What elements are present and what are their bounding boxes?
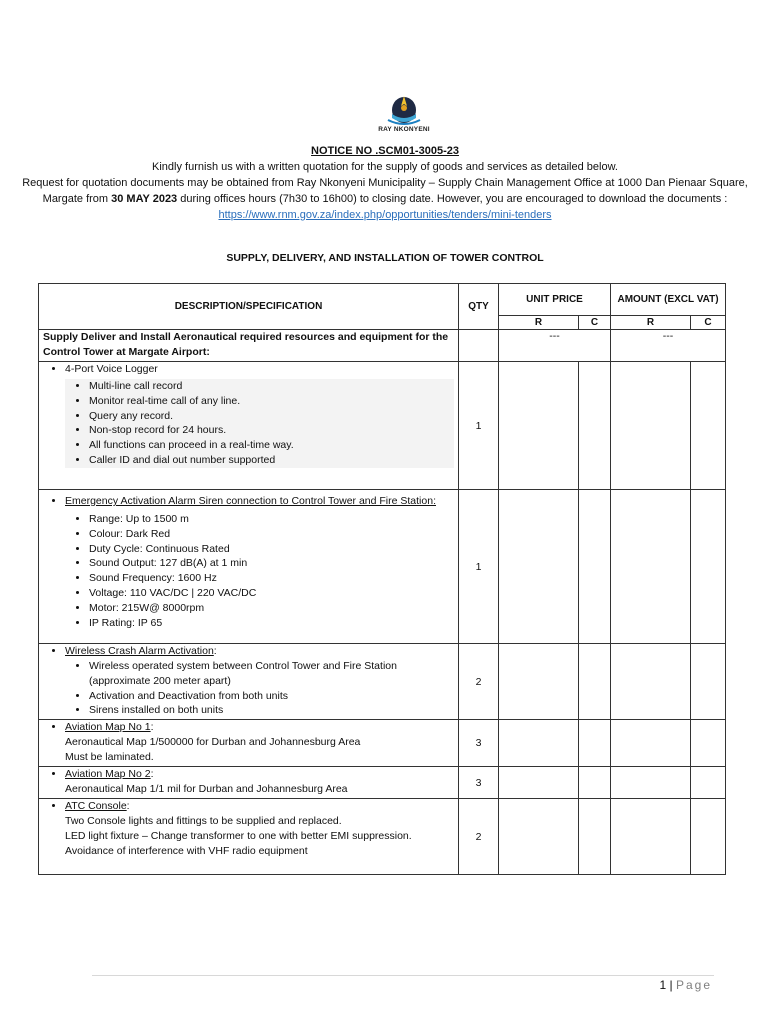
list-item: • Multi-line call record bbox=[89, 379, 454, 394]
intro-amount: --- bbox=[611, 330, 726, 362]
closing-date: 30 MAY 2023 bbox=[111, 193, 178, 205]
list-item: • Motor: 215W@ 8000rpm bbox=[89, 601, 454, 616]
tenders-link[interactable]: https://www.rnm.gov.za/index.php/opportunities/tenders/mini-tenders bbox=[218, 209, 552, 221]
col-unit-price: UNIT PRICE bbox=[499, 284, 611, 316]
item-qty: 1 bbox=[459, 490, 499, 644]
footer-divider bbox=[92, 975, 714, 976]
intro-unit-price: --- bbox=[499, 330, 611, 362]
item-qty: 2 bbox=[459, 644, 499, 720]
list-item: • Non-stop record for 24 hours. bbox=[89, 423, 454, 438]
list-item: • Sound Frequency: 1600 Hz bbox=[89, 571, 454, 586]
item-crash-alarm: • Wireless Crash Alarm Activation: • Wireless operated system between Control Tower and Fire Station (approximate 200 meter apart) • Activation and Deactivation from both units • Sirens installed on both units bbox=[39, 644, 459, 720]
col-amount-c: C bbox=[691, 316, 726, 330]
item-line: LED light fixture – Change transformer to one with better EMI suppression. bbox=[65, 830, 412, 842]
table-row bbox=[39, 362, 726, 490]
list-item: • Sound Output: 127 dB(A) at 1 min bbox=[89, 556, 454, 571]
table-header-row bbox=[39, 284, 726, 316]
item-line: Aeronautical Map 1/500000 for Durban and Johannesburg Area bbox=[65, 736, 361, 748]
item-atc-console: • ATC Console: Two Console lights and fittings to be supplied and replaced. LED light fixture – Change transformer to one with better EMI suppression. Avoidance of interference with VHF radio equipment bbox=[39, 799, 459, 875]
list-item: • Activation and Deactivation from both units bbox=[89, 689, 454, 704]
list-item: • Query any record. bbox=[89, 409, 454, 424]
table-row bbox=[39, 490, 726, 644]
col-unit-r: R bbox=[499, 316, 579, 330]
intro-description: Supply Deliver and Install Aeronautical required resources and equipment for the Control Tower at Margate Airport: bbox=[39, 330, 459, 362]
table-row bbox=[39, 720, 726, 767]
col-amount-r: R bbox=[611, 316, 691, 330]
item-map-1: • Aviation Map No 1: Aeronautical Map 1/500000 for Durban and Johannesburg Area Must be laminated. bbox=[39, 720, 459, 767]
list-item: • Monitor real-time call of any line. bbox=[89, 394, 454, 409]
list-item: • IP Rating: IP 65 bbox=[89, 616, 454, 631]
item-qty: 2 bbox=[459, 799, 499, 875]
table-row bbox=[39, 644, 726, 720]
item-siren bbox=[39, 490, 459, 644]
list-item: • Caller ID and dial out number supported bbox=[89, 453, 454, 468]
item-line: Avoidance of interference with VHF radio equipment bbox=[65, 845, 308, 857]
list-item: • Duty Cycle: Continuous Rated bbox=[89, 542, 454, 557]
request-text-b: during offices hours (7h30 to 16h00) to closing date. However, you are encouraged to download the documents : bbox=[177, 193, 728, 205]
page-label: Page bbox=[675, 978, 712, 992]
notice-header bbox=[20, 143, 750, 223]
quotation-table bbox=[38, 283, 726, 875]
item-line: Aeronautical Map 1/1 mil for Durban and Johannesburg Area bbox=[65, 783, 348, 795]
municipality-crest-icon bbox=[382, 92, 426, 128]
item-title: 4-Port Voice Logger bbox=[65, 363, 158, 375]
table-row bbox=[39, 330, 726, 362]
list-item: • Voltage: 110 VAC/DC | 220 VAC/DC bbox=[89, 586, 454, 601]
notice-number: NOTICE NO .SCM01-3005-23 bbox=[311, 145, 459, 157]
item-title: Aviation Map No 1 bbox=[65, 721, 151, 733]
item-line: Must be laminated. bbox=[65, 751, 154, 763]
page-footer bbox=[659, 978, 712, 992]
request-paragraph bbox=[20, 175, 750, 223]
request-text-a: Request for quotation documents may be obtained from Ray Nkonyeni Municipality – Supply Chain Management Office at 1000 Dan Pienaar Square, Margate from bbox=[22, 177, 748, 205]
list-item: • Range: Up to 1500 m bbox=[89, 512, 454, 527]
page-separator: | bbox=[666, 978, 676, 992]
table-row bbox=[39, 767, 726, 799]
col-qty: QTY bbox=[459, 284, 499, 330]
item-voice-logger bbox=[39, 362, 459, 490]
list-item: • Sirens installed on both units bbox=[89, 703, 454, 718]
col-unit-c: C bbox=[579, 316, 611, 330]
item-title: ATC Console bbox=[65, 800, 127, 812]
list-item: • All functions can proceed in a real-time way. bbox=[89, 438, 454, 453]
list-item: • Wireless operated system between Control Tower and Fire Station (approximate 200 meter apart) bbox=[89, 659, 454, 689]
item-qty: 3 bbox=[459, 767, 499, 799]
col-description: DESCRIPTION/SPECIFICATION bbox=[39, 284, 459, 330]
logo-text: RAY NKONYENI bbox=[378, 126, 430, 133]
col-amount: AMOUNT (EXCL VAT) bbox=[611, 284, 726, 316]
page-number: 1 bbox=[659, 978, 667, 992]
item-title: Wireless Crash Alarm Activation bbox=[65, 645, 214, 657]
item-qty: 3 bbox=[459, 720, 499, 767]
item-title: Aviation Map No 2 bbox=[65, 768, 151, 780]
item-map-2: • Aviation Map No 2: Aeronautical Map 1/1 mil for Durban and Johannesburg Area bbox=[39, 767, 459, 799]
table-row bbox=[39, 799, 726, 875]
item-qty: 1 bbox=[459, 362, 499, 490]
document-title: SUPPLY, DELIVERY, AND INSTALLATION OF TOWER CONTROL bbox=[226, 252, 544, 264]
item-line: Two Console lights and fittings to be supplied and replaced. bbox=[65, 815, 342, 827]
municipality-logo bbox=[372, 92, 436, 138]
list-item: • Colour: Dark Red bbox=[89, 527, 454, 542]
item-title: Emergency Activation Alarm Siren connection to Control Tower and Fire Station: bbox=[65, 495, 436, 507]
intro-line: Kindly furnish us with a written quotation for the supply of goods and services as detailed below. bbox=[152, 161, 618, 173]
